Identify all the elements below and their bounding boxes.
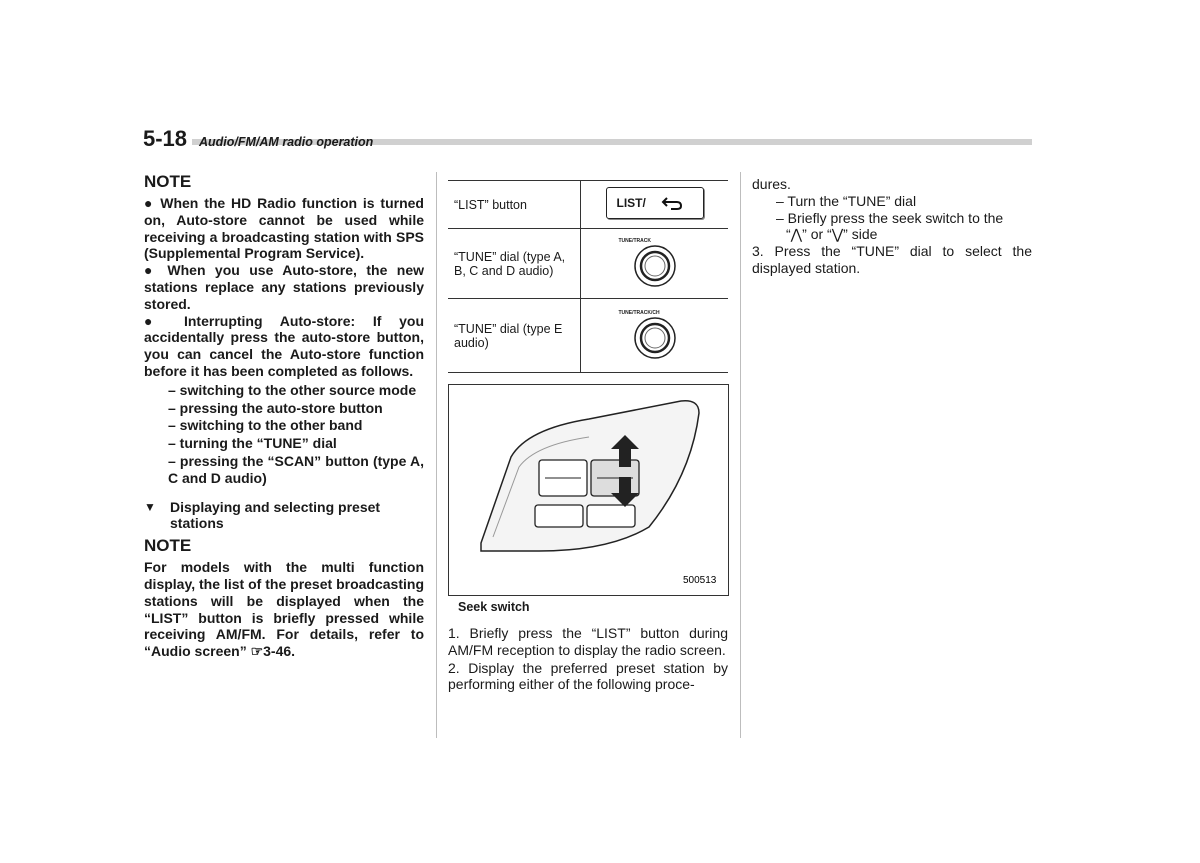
column-divider-right [740,172,741,738]
dial-caption: TUNE/TRACK [618,237,651,244]
sub-item: – pressing the “SCAN” button (type A, C and D audio) [168,452,424,486]
step-1: 1. Briefly press the “LIST” button during AM/FM reception to display the radio screen. [448,625,728,658]
dash-item: – Turn the “TUNE” dial [776,192,917,209]
note-heading: NOTE [144,536,192,556]
tune-dial-icon [581,229,729,299]
dial-caption: TUNE/TRACK/CH [618,309,660,316]
tune-dial-icon [581,299,729,373]
sub-item: – switching to the other source mode [168,381,417,398]
step-2: 2. Display the preferred preset station by performing either of the following proce- [448,659,728,693]
steering-wheel-illustration [449,385,728,595]
column-right [752,176,1032,277]
section-title: Displaying and selecting preset stations [170,498,381,532]
note-bullet-auto-store: ● When you use Auto-store, the new stations replace any stations previously stored. [144,262,424,312]
dash-item-continuation: “⋀” or “⋁” side [786,226,878,243]
table-row [448,181,728,229]
section-marker-icon: ▼ [144,499,156,514]
sub-item: – turning the “TUNE” dial [168,435,337,452]
continuation-text: dures. [752,176,791,192]
table-cell-label: “LIST” button [448,181,581,229]
sub-item: – pressing the auto-store button [168,399,383,416]
sub-item: – switching to the other band [168,417,363,434]
table-row [448,299,728,373]
table-row [448,229,728,299]
figure-caption: Seek switch [458,600,530,614]
list-button-icon [581,181,729,229]
list-button-text: LIST/ [616,196,646,210]
note-bullet-interrupting: ● Interrupting Auto-store: If you accidentally press the auto-store button, you can cancel the Auto-store function before it has been completed as follows. [144,312,424,379]
column-middle [448,180,728,693]
note-bullet-hd-radio: ● When the HD Radio function is turned on, Auto-store cannot be used while receiving a broadcasting station with SPS (Supplemental Program Service). [144,195,424,262]
section-heading [144,499,424,533]
page-number: 5-18 [143,126,188,151]
table-cell-label: “TUNE” dial (type E audio) [448,299,581,373]
page-title: Audio/FM/AM radio operation [199,135,374,149]
table-cell-label: “TUNE” dial (type A, B, C and D audio) [448,229,581,299]
dash-item: – Briefly press the seek switch to the [776,209,1004,226]
note-heading: NOTE [144,172,192,191]
figure-code: 500513 [683,575,717,586]
step-3: 3. Press the “TUNE” dial to select the displayed station. [752,243,1032,276]
controls-table [448,180,728,373]
column-left [144,172,424,660]
column-divider-left [436,172,437,738]
seek-switch-figure [448,384,729,596]
note-text: For models with the multi function display, the list of the preset broadcasting stations will be displayed when the “LIST” button is briefly pressed while receiving AM/FM. For details, refer to “Audio screen” ☞3-46. [144,559,424,660]
return-arrow-icon [661,196,683,210]
